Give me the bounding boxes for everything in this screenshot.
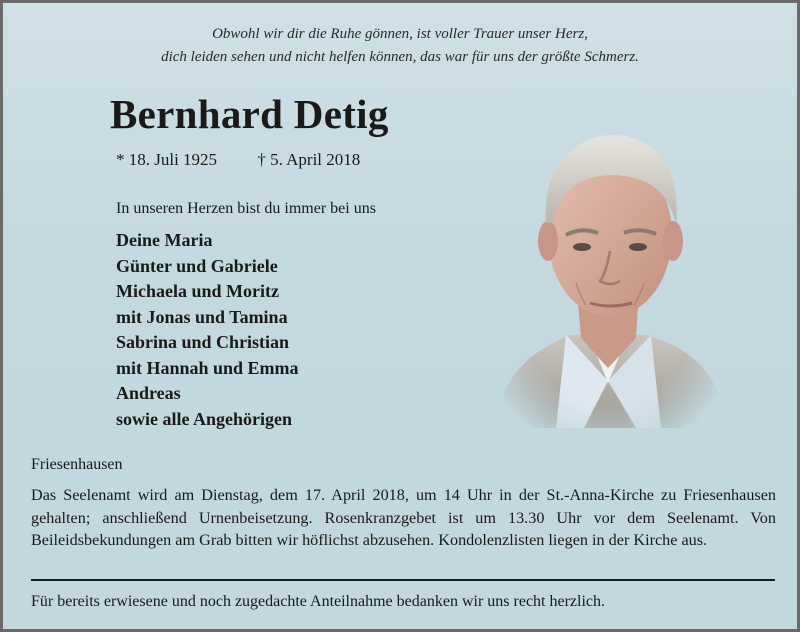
portrait-photo [486,123,731,428]
poem [3,23,797,69]
place-of-service: Friesenhausen [31,456,123,473]
death-date: † 5. April 2018 [257,150,361,169]
deceased-name: Bernhard Detig [110,91,389,137]
family-list [116,228,299,432]
birth-date: * 18. Juli 1925 [116,150,218,169]
family-member: Deine Maria [116,230,213,250]
poem-line: dich leiden sehen und nicht helfen können, das war für uns der größte Schmerz. [161,49,639,65]
poem-line: Obwohl wir dir die Ruhe gönnen, ist voller Trauer unser Herz, [212,26,588,42]
motto: In unseren Herzen bist du immer bei uns [116,200,376,217]
family-member: Michaela und Moritz [116,281,279,301]
divider [31,579,775,581]
family-member: Sabrina und Christian [116,332,290,352]
thanks-note: Für bereits erwiesene und noch zugedachte Anteilnahme bedanken wir uns recht herzlich. [31,593,606,610]
service-announcement: Das Seelenamt wird am Dienstag, dem 17. April 2018, um 14 Uhr in der St.-Anna-Kirche zu Friesenhausen gehalten; anschließend Urnenbeisetzung. Rosenkranzgebet ist um 13.30 Uhr vor dem Seelenamt. Von Beileidsbekundungen am Grab bitten wir höflichst abzusehen. Kondolenzlisten liegen in der Kirche aus. [31,486,776,549]
family-member: sowie alle Angehörigen [116,408,292,429]
family-member: mit Jonas und Tamina [116,306,288,327]
family-member: Günter und Gabriele [116,255,278,276]
life-dates [116,149,360,171]
family-member: mit Hannah und Emma [116,357,299,378]
family-member: Andreas [116,383,181,403]
